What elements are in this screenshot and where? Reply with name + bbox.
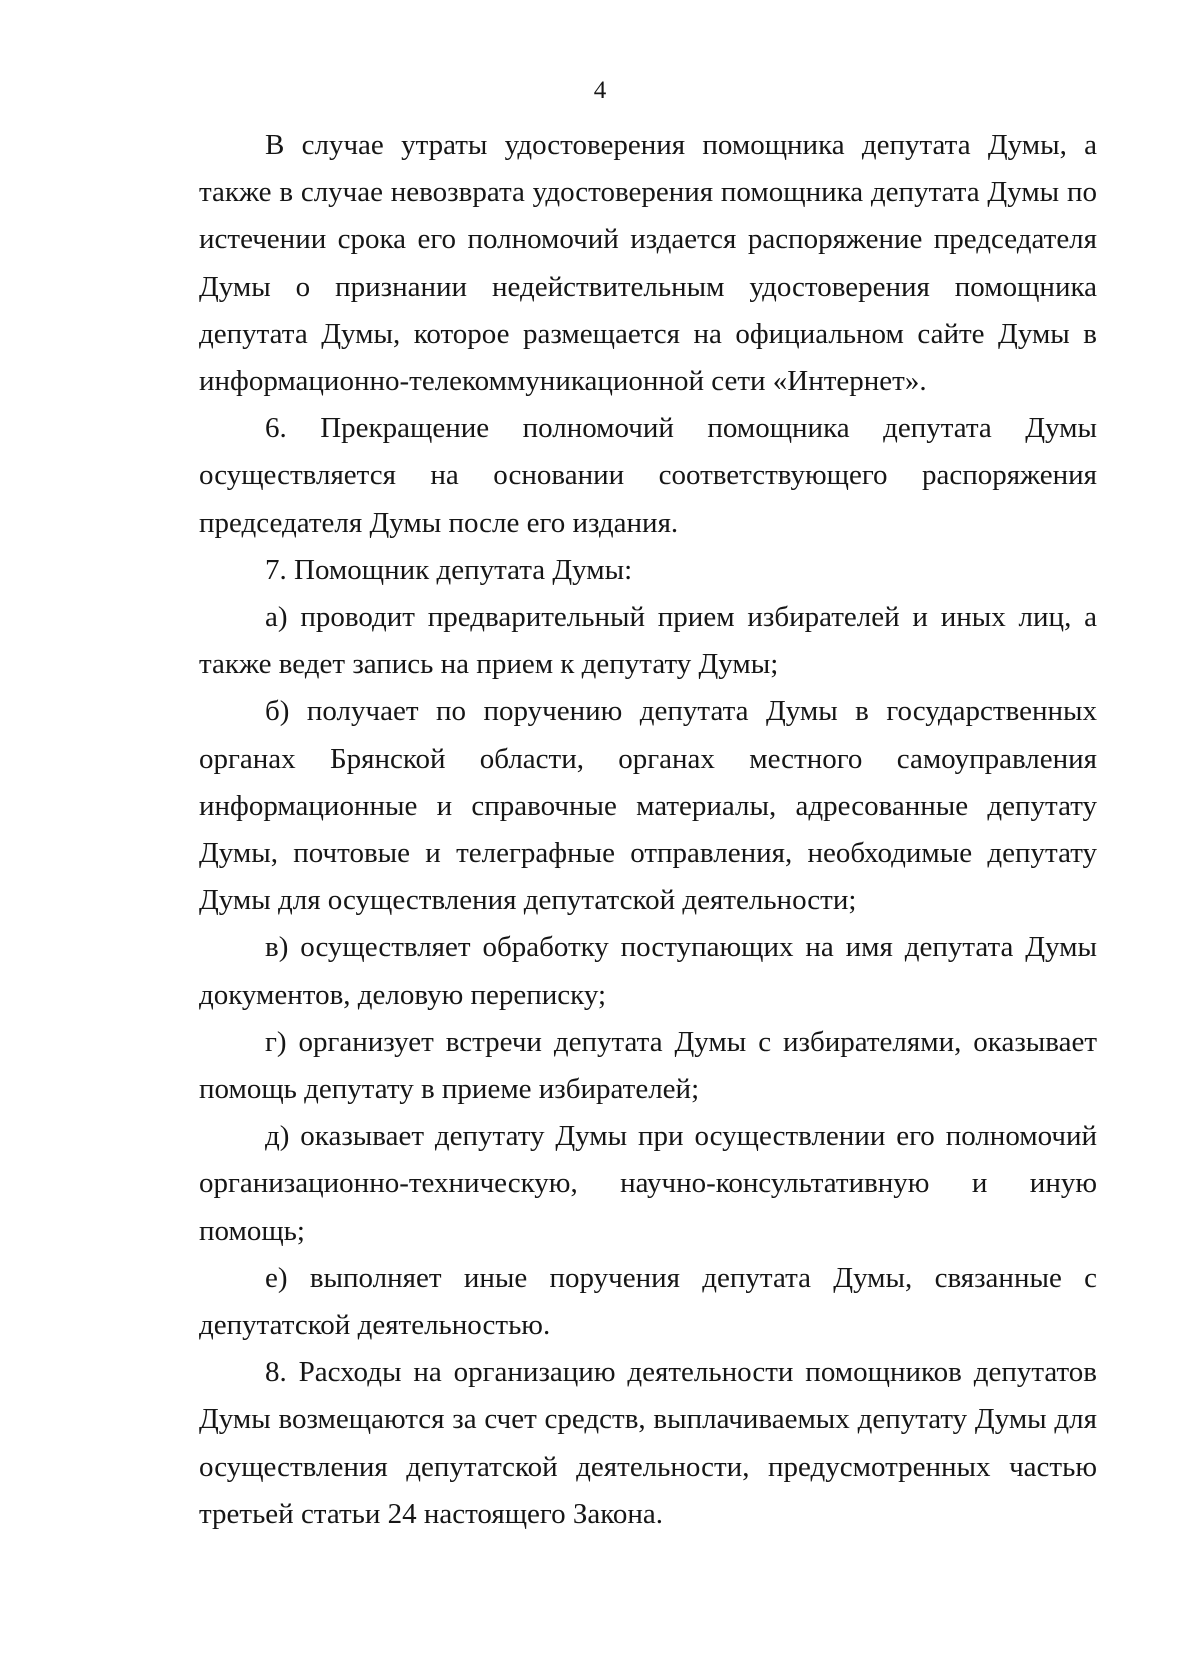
paragraph-6-termination: 6. Прекращение полномочий помощника депутата Думы осуществляется на основании соответствующего распоряжения председателя Думы после его издания.: [199, 412, 1097, 539]
paragraph-7d: д) оказывает депутату Думы при осуществлении его полномочий организационно-техническую, научно-консультативную и иную помощь;: [199, 1120, 1097, 1247]
document-body: [199, 122, 1097, 1538]
paragraph-7g: г) организует встречи депутата Думы с избирателями, оказывает помощь депутату в приеме избирателей;: [199, 1025, 1097, 1106]
paragraph-7a: а) проводит предварительный прием избирателей и иных лиц, а также ведет запись на прием к депутату Думы;: [199, 601, 1097, 681]
paragraph-7v: в) осуществляет обработку поступающих на имя депутата Думы документов, деловую переписку;: [199, 931, 1097, 1011]
paragraph-7b: б) получает по поручению депутата Думы в государственных органах Брянской области, органах местного самоуправления информационные и справочные материалы, адресованные депутату Думы, почтовые и телеграфные отправления, необходимые депутату Думы для осуществления депутатской деятельности;: [199, 695, 1097, 917]
paragraph-certificate-loss: В случае утраты удостоверения помощника депутата Думы, а также в случае невозврата удостоверения помощника депутата Думы по истечении срока его полномочий издается распоряжение председателя Думы о признании недействительным удостоверения помощника депутата Думы, которое размещается на официальном сайте Думы в информационно-телекоммуникационной сети «Интернет».: [199, 129, 1097, 398]
paragraph-8-expenses: 8. Расходы на организацию деятельности помощников депутатов Думы возмещаются за счет средств, выплачиваемых депутату Думы для осуществления депутатской деятельности, предусмотренных частью третьей статьи 24 настоящего Закона.: [199, 1356, 1097, 1530]
paragraph-7e: е) выполняет иные поручения депутата Думы, связанные с депутатской деятельностью.: [199, 1261, 1097, 1342]
page-number: 4: [593, 77, 607, 104]
paragraph-7-heading: 7. Помощник депутата Думы:: [265, 553, 633, 586]
